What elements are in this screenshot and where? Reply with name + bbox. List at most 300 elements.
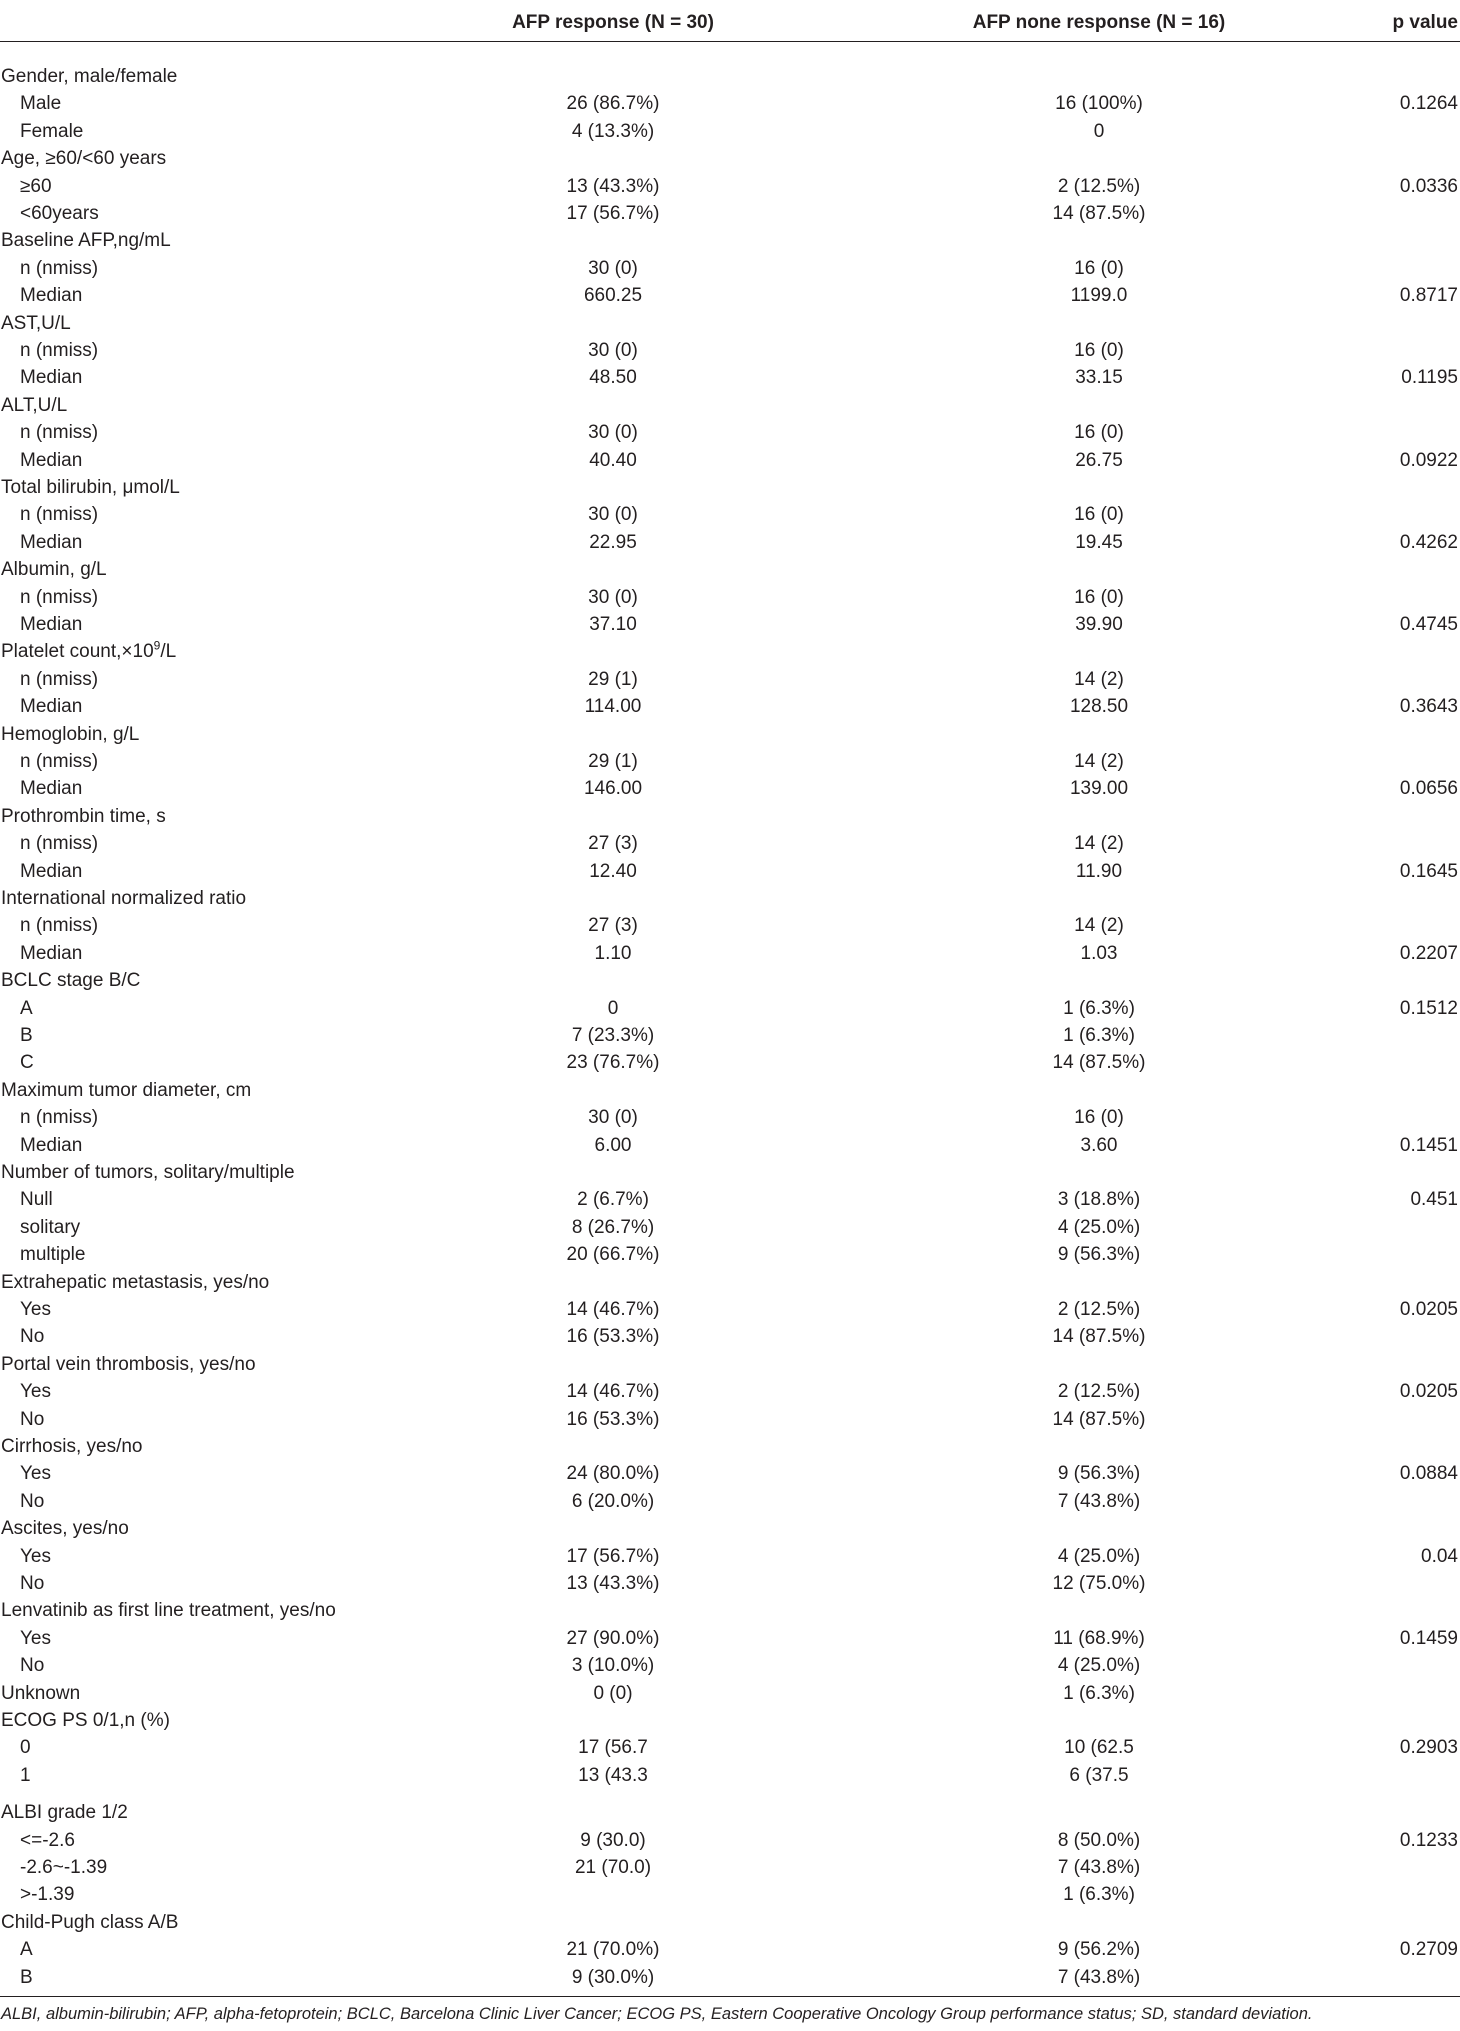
cell-afp-response: 8 (26.7%)	[571, 1217, 655, 1238]
cell-afp-response: 3 (10.0%)	[571, 1655, 655, 1676]
table-row	[0, 611, 1460, 638]
cell-afp-response: 30 (0)	[588, 422, 638, 443]
row-label-text: Portal vein thrombosis, yes/no	[1, 1354, 256, 1375]
cell-afp-none-response: 3 (18.8%)	[1057, 1189, 1141, 1210]
row-sublabel	[20, 775, 82, 802]
cell-p-value: 0.1451	[1399, 1135, 1458, 1156]
table-row	[0, 1406, 1460, 1433]
table-row	[0, 803, 1460, 830]
row-label-text: Male	[20, 93, 62, 114]
cell-afp-response: 660.25	[583, 285, 643, 306]
row-sublabel	[20, 1854, 107, 1881]
row-sublabel	[20, 748, 98, 775]
table-row	[0, 337, 1460, 364]
table-row	[0, 1597, 1460, 1624]
cell-afp-response: 14 (46.7%)	[566, 1299, 660, 1320]
row-label-text: BCLC stage B/C	[1, 970, 141, 991]
row-label-text: multiple	[20, 1244, 86, 1265]
row-label	[1, 721, 139, 748]
row-label-text: ALBI grade 1/2	[1, 1802, 128, 1823]
table-row	[0, 364, 1460, 391]
cell-afp-none-response: 33.15	[1075, 367, 1123, 388]
row-sublabel	[20, 1460, 51, 1487]
table-row	[0, 556, 1460, 583]
row-sublabel	[20, 337, 98, 364]
table-header	[0, 0, 1460, 42]
table-row	[0, 1269, 1460, 1296]
table-row	[0, 474, 1460, 501]
cell-afp-response: 27 (3)	[588, 915, 638, 936]
row-label-text: >-1.39	[20, 1884, 75, 1905]
row-label-text: n (nmiss)	[20, 1107, 99, 1128]
cell-afp-response: 30 (0)	[588, 340, 638, 361]
cell-afp-none-response: 7 (43.8%)	[1057, 1491, 1141, 1512]
cell-afp-none-response: 4 (25.0%)	[1057, 1655, 1141, 1676]
row-sublabel	[20, 173, 52, 200]
table-row	[0, 1570, 1460, 1597]
row-label-text: B	[20, 1967, 33, 1988]
row-label-text: n (nmiss)	[20, 587, 99, 608]
row-label-text: <60years	[20, 203, 99, 224]
table-row	[0, 584, 1460, 611]
cell-afp-response: 30 (0)	[588, 258, 638, 279]
cell-p-value: 0.2709	[1399, 1939, 1458, 1960]
table-row	[0, 1734, 1460, 1761]
row-sublabel	[20, 1323, 44, 1350]
row-sublabel	[20, 118, 83, 145]
row-label-text: B	[20, 1025, 33, 1046]
row-label-text: Child-Pugh class A/B	[1, 1912, 179, 1933]
cell-afp-response: 20 (66.7%)	[566, 1244, 660, 1265]
table-row	[0, 638, 1460, 665]
row-sublabel	[20, 1570, 44, 1597]
row-label	[1, 1351, 256, 1378]
table-row	[0, 63, 1460, 90]
table-row	[0, 200, 1460, 227]
cell-afp-response: 23 (76.7%)	[566, 1052, 660, 1073]
table-row	[0, 1022, 1460, 1049]
cell-afp-response: 26 (86.7%)	[566, 93, 660, 114]
cell-afp-response: 13 (43.3%)	[566, 1573, 660, 1594]
cell-p-value: 0.1645	[1399, 861, 1458, 882]
cell-afp-none-response: 14 (2)	[1074, 915, 1124, 936]
row-label-text: n (nmiss)	[20, 258, 99, 279]
row-label	[1, 1515, 129, 1542]
row-sublabel	[20, 1132, 82, 1159]
cell-afp-none-response: 2 (12.5%)	[1057, 1299, 1141, 1320]
row-label-text: Null	[20, 1189, 53, 1210]
row-sublabel	[20, 912, 98, 939]
cell-afp-none-response: 26.75	[1075, 450, 1123, 471]
row-label	[1, 1077, 251, 1104]
cell-afp-response: 146.00	[583, 778, 643, 799]
row-sublabel	[20, 200, 99, 227]
row-label-text: Median	[20, 861, 83, 882]
table-row	[0, 310, 1460, 337]
row-sublabel	[20, 1936, 33, 1963]
row-sublabel	[20, 1214, 80, 1241]
cell-afp-none-response: 4 (25.0%)	[1057, 1217, 1141, 1238]
cell-p-value: 0.1512	[1399, 998, 1458, 1019]
table-row	[0, 1625, 1460, 1652]
table-row	[0, 940, 1460, 967]
cell-afp-response: 30 (0)	[588, 587, 638, 608]
row-label-text: Cirrhosis, yes/no	[1, 1436, 143, 1457]
cell-afp-none-response: 14 (2)	[1074, 833, 1124, 854]
row-sublabel	[20, 1022, 33, 1049]
cell-afp-none-response: 10 (62.5	[1064, 1737, 1134, 1758]
cell-p-value: 0.1459	[1399, 1628, 1458, 1649]
table-row	[0, 1881, 1460, 1908]
table-row	[0, 1132, 1460, 1159]
cell-afp-response: 27 (3)	[588, 833, 638, 854]
row-sublabel	[20, 940, 82, 967]
row-label-text: Median	[20, 696, 83, 717]
cell-p-value: 0.0656	[1399, 778, 1458, 799]
cell-afp-none-response: 11.90	[1075, 861, 1123, 882]
row-sublabel	[20, 1543, 51, 1570]
row-label-text: ALT,U/L	[1, 395, 68, 416]
row-label-text: Ascites, yes/no	[1, 1518, 129, 1539]
row-sublabel	[20, 419, 98, 446]
row-label-text: No	[20, 1326, 45, 1347]
cell-afp-response: 114.00	[584, 696, 642, 717]
row-label-text: <=-2.6	[20, 1830, 75, 1851]
row-label-text: ≥60	[20, 176, 52, 197]
row-label-text: 0	[20, 1737, 31, 1758]
row-label-text: Total bilirubin, μmol/L	[1, 477, 180, 498]
cell-p-value: 0.3643	[1399, 696, 1458, 717]
cell-afp-none-response: 3.60	[1080, 1135, 1118, 1156]
cell-p-value: 0.1233	[1399, 1830, 1458, 1851]
row-label-text: n (nmiss)	[20, 504, 99, 525]
table-row	[0, 1964, 1460, 1991]
table-row	[0, 830, 1460, 857]
row-label-text: Age, ≥60/<60 years	[1, 148, 167, 169]
cell-afp-none-response: 9 (56.3%)	[1057, 1244, 1141, 1265]
row-label-text: n (nmiss)	[20, 833, 99, 854]
row-label	[1, 474, 180, 501]
table-row	[0, 1762, 1460, 1789]
row-sublabel	[20, 995, 33, 1022]
row-label-text: Hemoglobin, g/L	[1, 724, 140, 745]
row-label-text: Median	[20, 532, 83, 553]
row-label-text: Median	[20, 1135, 83, 1156]
cell-afp-none-response: 14 (87.5%)	[1052, 1052, 1146, 1073]
row-label-text: Median	[20, 450, 83, 471]
cell-afp-response: 27 (90.0%)	[566, 1628, 660, 1649]
row-label-text: No	[20, 1409, 45, 1430]
row-label-superscript: 9	[153, 638, 161, 653]
table-row	[0, 1515, 1460, 1542]
cell-afp-none-response: 8 (50.0%)	[1057, 1830, 1141, 1851]
row-sublabel	[20, 447, 82, 474]
row-label-text: ECOG PS 0/1,n (%)	[1, 1710, 170, 1731]
cell-afp-none-response: 11 (68.9%)	[1053, 1628, 1145, 1649]
row-label-text: Maximum tumor diameter, cm	[1, 1080, 252, 1101]
cell-afp-response: 9 (30.0)	[580, 1830, 646, 1851]
table-row	[0, 995, 1460, 1022]
row-sublabel	[20, 1734, 31, 1761]
cell-afp-none-response: 14 (2)	[1074, 751, 1124, 772]
row-label-text: -2.6~-1.39	[20, 1857, 108, 1878]
row-label-text: Median	[20, 778, 83, 799]
row-sublabel	[20, 1881, 74, 1908]
table-row	[0, 1460, 1460, 1487]
cell-afp-response: 2 (6.7%)	[577, 1189, 649, 1210]
row-label	[1, 1707, 170, 1734]
table-row	[0, 1680, 1460, 1707]
cell-afp-none-response: 16 (0)	[1074, 258, 1124, 279]
row-label	[1, 803, 166, 830]
cell-afp-response: 21 (70.0%)	[566, 1939, 660, 1960]
row-label-text: Baseline AFP,ng/mL	[1, 230, 171, 251]
row-sublabel	[20, 858, 82, 885]
row-label	[1, 227, 171, 254]
row-label-text: Median	[20, 367, 83, 388]
row-label-text: No	[20, 1491, 45, 1512]
cell-afp-none-response: 4 (25.0%)	[1057, 1546, 1141, 1567]
row-sublabel	[20, 830, 98, 857]
row-label	[1, 145, 166, 172]
cell-afp-none-response: 1 (6.3%)	[1063, 1025, 1135, 1046]
cell-afp-response: 29 (1)	[588, 751, 638, 772]
row-label-text: C	[20, 1052, 34, 1073]
table-row	[0, 1323, 1460, 1350]
row-label-suffix: /L	[160, 641, 177, 662]
cell-afp-response: 17 (56.7%)	[566, 1546, 660, 1567]
table-row	[0, 1049, 1460, 1076]
row-label	[1, 556, 107, 583]
row-sublabel	[20, 364, 82, 391]
cell-afp-none-response: 1 (6.3%)	[1063, 998, 1135, 1019]
row-label	[1, 310, 71, 337]
footnote: ALBI, albumin-bilirubin; AFP, alpha-fetoprotein; BCLC, Barcelona Clinic Liver Cancer; ECOG PS, Eastern Cooperative Oncology Group performance status; SD, standard deviation.	[1, 2005, 1313, 2023]
cell-afp-response: 6 (20.0%)	[571, 1491, 655, 1512]
header-p-value: p value	[1392, 12, 1458, 33]
cell-afp-none-response: 2 (12.5%)	[1057, 176, 1141, 197]
row-label-text: Platelet count,×10	[1, 641, 154, 662]
cell-afp-response: 9 (30.0%)	[571, 1967, 655, 1988]
table-row	[0, 967, 1460, 994]
row-label	[1, 1909, 178, 1936]
row-sublabel	[20, 1652, 44, 1679]
table-row	[0, 885, 1460, 912]
row-sublabel	[20, 1104, 98, 1131]
row-sublabel	[20, 1406, 44, 1433]
row-label	[1, 885, 246, 912]
row-label-text: Yes	[20, 1546, 51, 1567]
cell-p-value: 0.0205	[1399, 1299, 1458, 1320]
cell-p-value: 0.2903	[1399, 1737, 1458, 1758]
row-label	[1, 638, 176, 665]
cell-afp-response: 17 (56.7%)	[566, 203, 660, 224]
cell-afp-none-response: 14 (87.5%)	[1052, 1326, 1146, 1347]
cell-afp-response: 21 (70.0)	[574, 1857, 652, 1878]
cell-p-value: 0.1264	[1399, 93, 1458, 114]
table-row	[0, 447, 1460, 474]
cell-afp-none-response: 6 (37.5	[1069, 1765, 1129, 1786]
row-label-text: Extrahepatic metastasis, yes/no	[1, 1272, 270, 1293]
row-sublabel	[20, 1296, 51, 1323]
table-row	[0, 1936, 1460, 1963]
row-label	[1, 1597, 336, 1624]
cell-afp-response: 24 (80.0%)	[566, 1463, 660, 1484]
row-label-text: A	[20, 998, 33, 1019]
table-row	[0, 227, 1460, 254]
row-label-text: n (nmiss)	[20, 751, 99, 772]
cell-afp-none-response: 9 (56.3%)	[1057, 1463, 1141, 1484]
cell-afp-response: 16 (53.3%)	[566, 1409, 660, 1430]
cell-afp-none-response: 139.00	[1069, 778, 1129, 799]
table-row	[0, 1077, 1460, 1104]
row-label-text: n (nmiss)	[20, 669, 99, 690]
table-row	[0, 666, 1460, 693]
cell-p-value: 0.8717	[1399, 285, 1458, 306]
table-row	[0, 145, 1460, 172]
table-row	[0, 1707, 1460, 1734]
table-row	[0, 501, 1460, 528]
cell-p-value: 0.0884	[1399, 1463, 1458, 1484]
table-row	[0, 858, 1460, 885]
cell-afp-none-response: 7 (43.8%)	[1057, 1857, 1141, 1878]
row-sublabel	[20, 1241, 85, 1268]
row-sublabel	[20, 1186, 53, 1213]
table-row	[0, 392, 1460, 419]
row-sublabel	[20, 282, 82, 309]
bottom-rule	[0, 1996, 1460, 1997]
row-sublabel	[20, 255, 98, 282]
row-sublabel	[20, 1964, 33, 1991]
row-sublabel	[20, 1762, 31, 1789]
cell-afp-response: 37.10	[589, 614, 637, 635]
row-label	[1, 1269, 269, 1296]
row-sublabel	[20, 666, 98, 693]
row-sublabel	[20, 1488, 44, 1515]
row-label-text: No	[20, 1573, 45, 1594]
table-row	[0, 775, 1460, 802]
cell-afp-none-response: 14 (2)	[1074, 669, 1124, 690]
row-label	[1, 1159, 295, 1186]
cell-p-value: 0.2207	[1399, 943, 1458, 964]
row-label-text: Prothrombin time, s	[1, 806, 166, 827]
cell-afp-none-response: 16 (0)	[1074, 587, 1124, 608]
row-label-text: 1	[20, 1765, 31, 1786]
cell-afp-response: 1.10	[594, 943, 632, 964]
row-sublabel	[20, 1827, 75, 1854]
table-row	[0, 1909, 1460, 1936]
cell-afp-none-response: 16 (0)	[1074, 504, 1124, 525]
row-label-text: International normalized ratio	[1, 888, 247, 909]
table-row	[0, 282, 1460, 309]
row-label-text: n (nmiss)	[20, 915, 99, 936]
table-row	[0, 419, 1460, 446]
table-row	[0, 255, 1460, 282]
row-label-text: Yes	[20, 1381, 51, 1402]
row-label-text: Yes	[20, 1628, 51, 1649]
row-label-text: n (nmiss)	[20, 340, 99, 361]
cell-afp-response: 40.40	[589, 450, 637, 471]
cell-afp-response: 16 (53.3%)	[566, 1326, 660, 1347]
header-afp-none-response: AFP none response (N = 16)	[972, 12, 1226, 33]
row-label-text: Female	[20, 121, 84, 142]
row-label-text: No	[20, 1655, 45, 1676]
table-row	[0, 1433, 1460, 1460]
table-row	[0, 1241, 1460, 1268]
row-label-text: solitary	[20, 1217, 81, 1238]
cell-p-value: 0.1195	[1401, 367, 1458, 388]
cell-p-value: 0.4262	[1399, 532, 1458, 553]
table-row	[0, 529, 1460, 556]
row-sublabel	[20, 584, 98, 611]
cell-afp-response: 48.50	[589, 367, 637, 388]
cell-afp-response: 7 (23.3%)	[571, 1025, 655, 1046]
row-label-text: Gender, male/female	[1, 66, 178, 87]
row-label-text: Number of tumors, solitary/multiple	[1, 1162, 295, 1183]
row-label	[1, 392, 67, 419]
cell-p-value: 0.0336	[1399, 176, 1458, 197]
cell-afp-none-response: 12 (75.0%)	[1052, 1573, 1146, 1594]
cell-afp-none-response: 0	[1093, 121, 1105, 142]
row-sublabel	[20, 1378, 51, 1405]
cell-afp-response: 14 (46.7%)	[566, 1381, 660, 1402]
row-label-text: Median	[20, 614, 83, 635]
row-sublabel	[20, 529, 82, 556]
row-label-text: Yes	[20, 1299, 51, 1320]
table-row	[0, 90, 1460, 117]
row-label	[1, 63, 177, 90]
table-row	[0, 748, 1460, 775]
row-sublabel	[20, 90, 61, 117]
row-label-text: Median	[20, 943, 83, 964]
row-label-text: Median	[20, 285, 83, 306]
cell-afp-response: 22.95	[589, 532, 637, 553]
row-label	[1, 967, 140, 994]
row-sublabel	[20, 501, 98, 528]
row-label-text: Yes	[20, 1463, 51, 1484]
table-row	[0, 1214, 1460, 1241]
row-label-text: A	[20, 1939, 33, 1960]
cell-p-value: 0.4745	[1399, 614, 1458, 635]
row-label-text: AST,U/L	[1, 313, 71, 334]
row-sublabel	[20, 1049, 34, 1076]
table-row	[0, 1296, 1460, 1323]
row-label-text: Lenvatinib as first line treatment, yes/no	[1, 1600, 336, 1621]
cell-afp-none-response: 14 (87.5%)	[1052, 203, 1146, 224]
row-sublabel	[20, 611, 82, 638]
header-afp-response: AFP response (N = 30)	[512, 12, 714, 33]
cell-afp-none-response: 16 (0)	[1074, 1107, 1124, 1128]
cell-afp-response: 0 (0)	[593, 1683, 633, 1704]
cell-afp-none-response: 9 (56.2%)	[1057, 1939, 1141, 1960]
cell-p-value: 0.451	[1410, 1189, 1458, 1210]
cell-afp-none-response: 1199.0	[1070, 285, 1128, 306]
cell-afp-none-response: 1 (6.3%)	[1063, 1683, 1135, 1704]
cell-p-value: 0.0922	[1399, 450, 1458, 471]
table-row	[0, 118, 1460, 145]
row-label	[1, 1433, 143, 1460]
row-label	[1, 1680, 80, 1707]
cell-afp-response: 12.40	[589, 861, 637, 882]
table-row	[0, 1543, 1460, 1570]
cell-afp-none-response: 2 (12.5%)	[1057, 1381, 1141, 1402]
table-row	[0, 1652, 1460, 1679]
table-row	[0, 912, 1460, 939]
cell-afp-none-response: 16 (0)	[1074, 340, 1124, 361]
cell-afp-none-response: 128.50	[1069, 696, 1129, 717]
cell-afp-response: 0	[607, 998, 619, 1019]
cell-afp-response: 30 (0)	[588, 504, 638, 525]
